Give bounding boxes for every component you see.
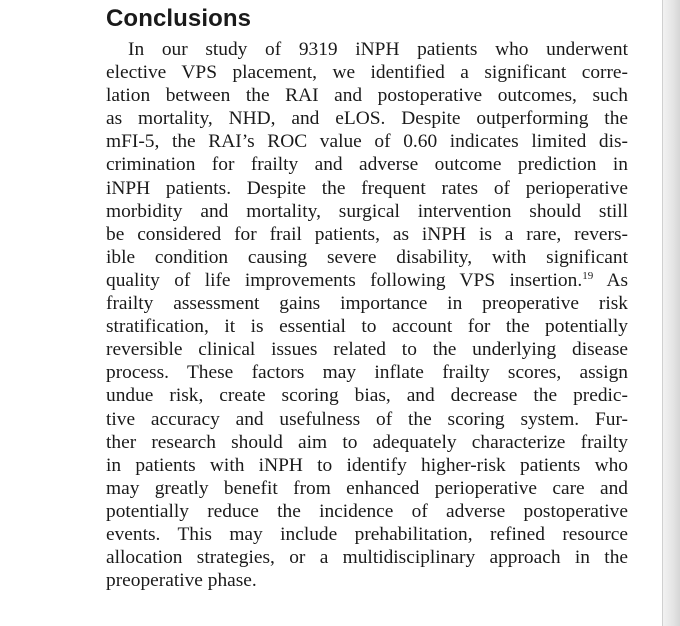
paragraph-line: mFI-5, the RAI’s ROC value of 0.60 indicates limited dis- — [106, 131, 628, 153]
paragraph-line: elective VPS placement, we identified a significant corre- — [106, 62, 628, 84]
paragraph-line: iNPH patients. Despite the frequent rates of perioperative — [106, 177, 628, 199]
paragraph-line: in patients with iNPH to identify higher-risk patients who — [106, 454, 628, 476]
paragraph-line: tive accuracy and usefulness of the scoring system. Fur- — [106, 408, 628, 430]
paragraph-line: ible condition causing severe disability, with significant — [106, 246, 628, 268]
paragraph-line: In our study of 9319 iNPH patients who underwent — [128, 39, 628, 60]
paragraph-line: reversible clinical issues related to the underlying disease — [106, 339, 628, 361]
paragraph-line: preoperative phase. — [106, 570, 257, 592]
paragraph-line: as mortality, NHD, and eLOS. Despite outperforming the — [106, 108, 628, 130]
conclusions-paragraph — [106, 38, 628, 592]
paragraph-line: may greatly benefit from enhanced perioperative care and — [106, 477, 628, 499]
paragraph-line: events. This may include prehabilitation, refined resource — [106, 523, 628, 545]
paragraph-line: potentially reduce the incidence of adverse postoperative — [106, 500, 628, 522]
paragraph-line: crimination for frailty and adverse outcome prediction in — [106, 154, 628, 176]
paragraph-line: lation between the RAI and postoperative outcomes, such — [106, 85, 628, 107]
paragraph-line: undue risk, create scoring bias, and decrease the predic- — [106, 385, 628, 407]
citation-reference: 19 — [582, 269, 594, 282]
paragraph-line: allocation strategies, or a multidisciplinary approach in the — [106, 547, 628, 569]
line-text-after-reference: As — [593, 269, 629, 291]
paragraph-line: be considered for frail patients, as iNPH is a rare, revers- — [106, 223, 628, 245]
paragraph-line: process. These factors may inflate frailty scores, assign — [106, 362, 628, 384]
line-text-before-reference: quality of life improvements following VPS insertion. — [106, 269, 583, 291]
paragraph-line-with-reference — [106, 269, 628, 292]
paragraph-line: frailty assessment gains importance in preoperative risk — [106, 293, 628, 315]
conclusions-section — [106, 4, 628, 592]
page-edge-shadow — [662, 0, 680, 626]
paragraph-line: ther research should aim to adequately characterize frailty — [106, 431, 628, 453]
paragraph-line: morbidity and mortality, surgical intervention should still — [106, 200, 628, 222]
paragraph-line: stratification, it is essential to account for the potentially — [106, 316, 628, 338]
section-heading: Conclusions — [106, 5, 252, 32]
